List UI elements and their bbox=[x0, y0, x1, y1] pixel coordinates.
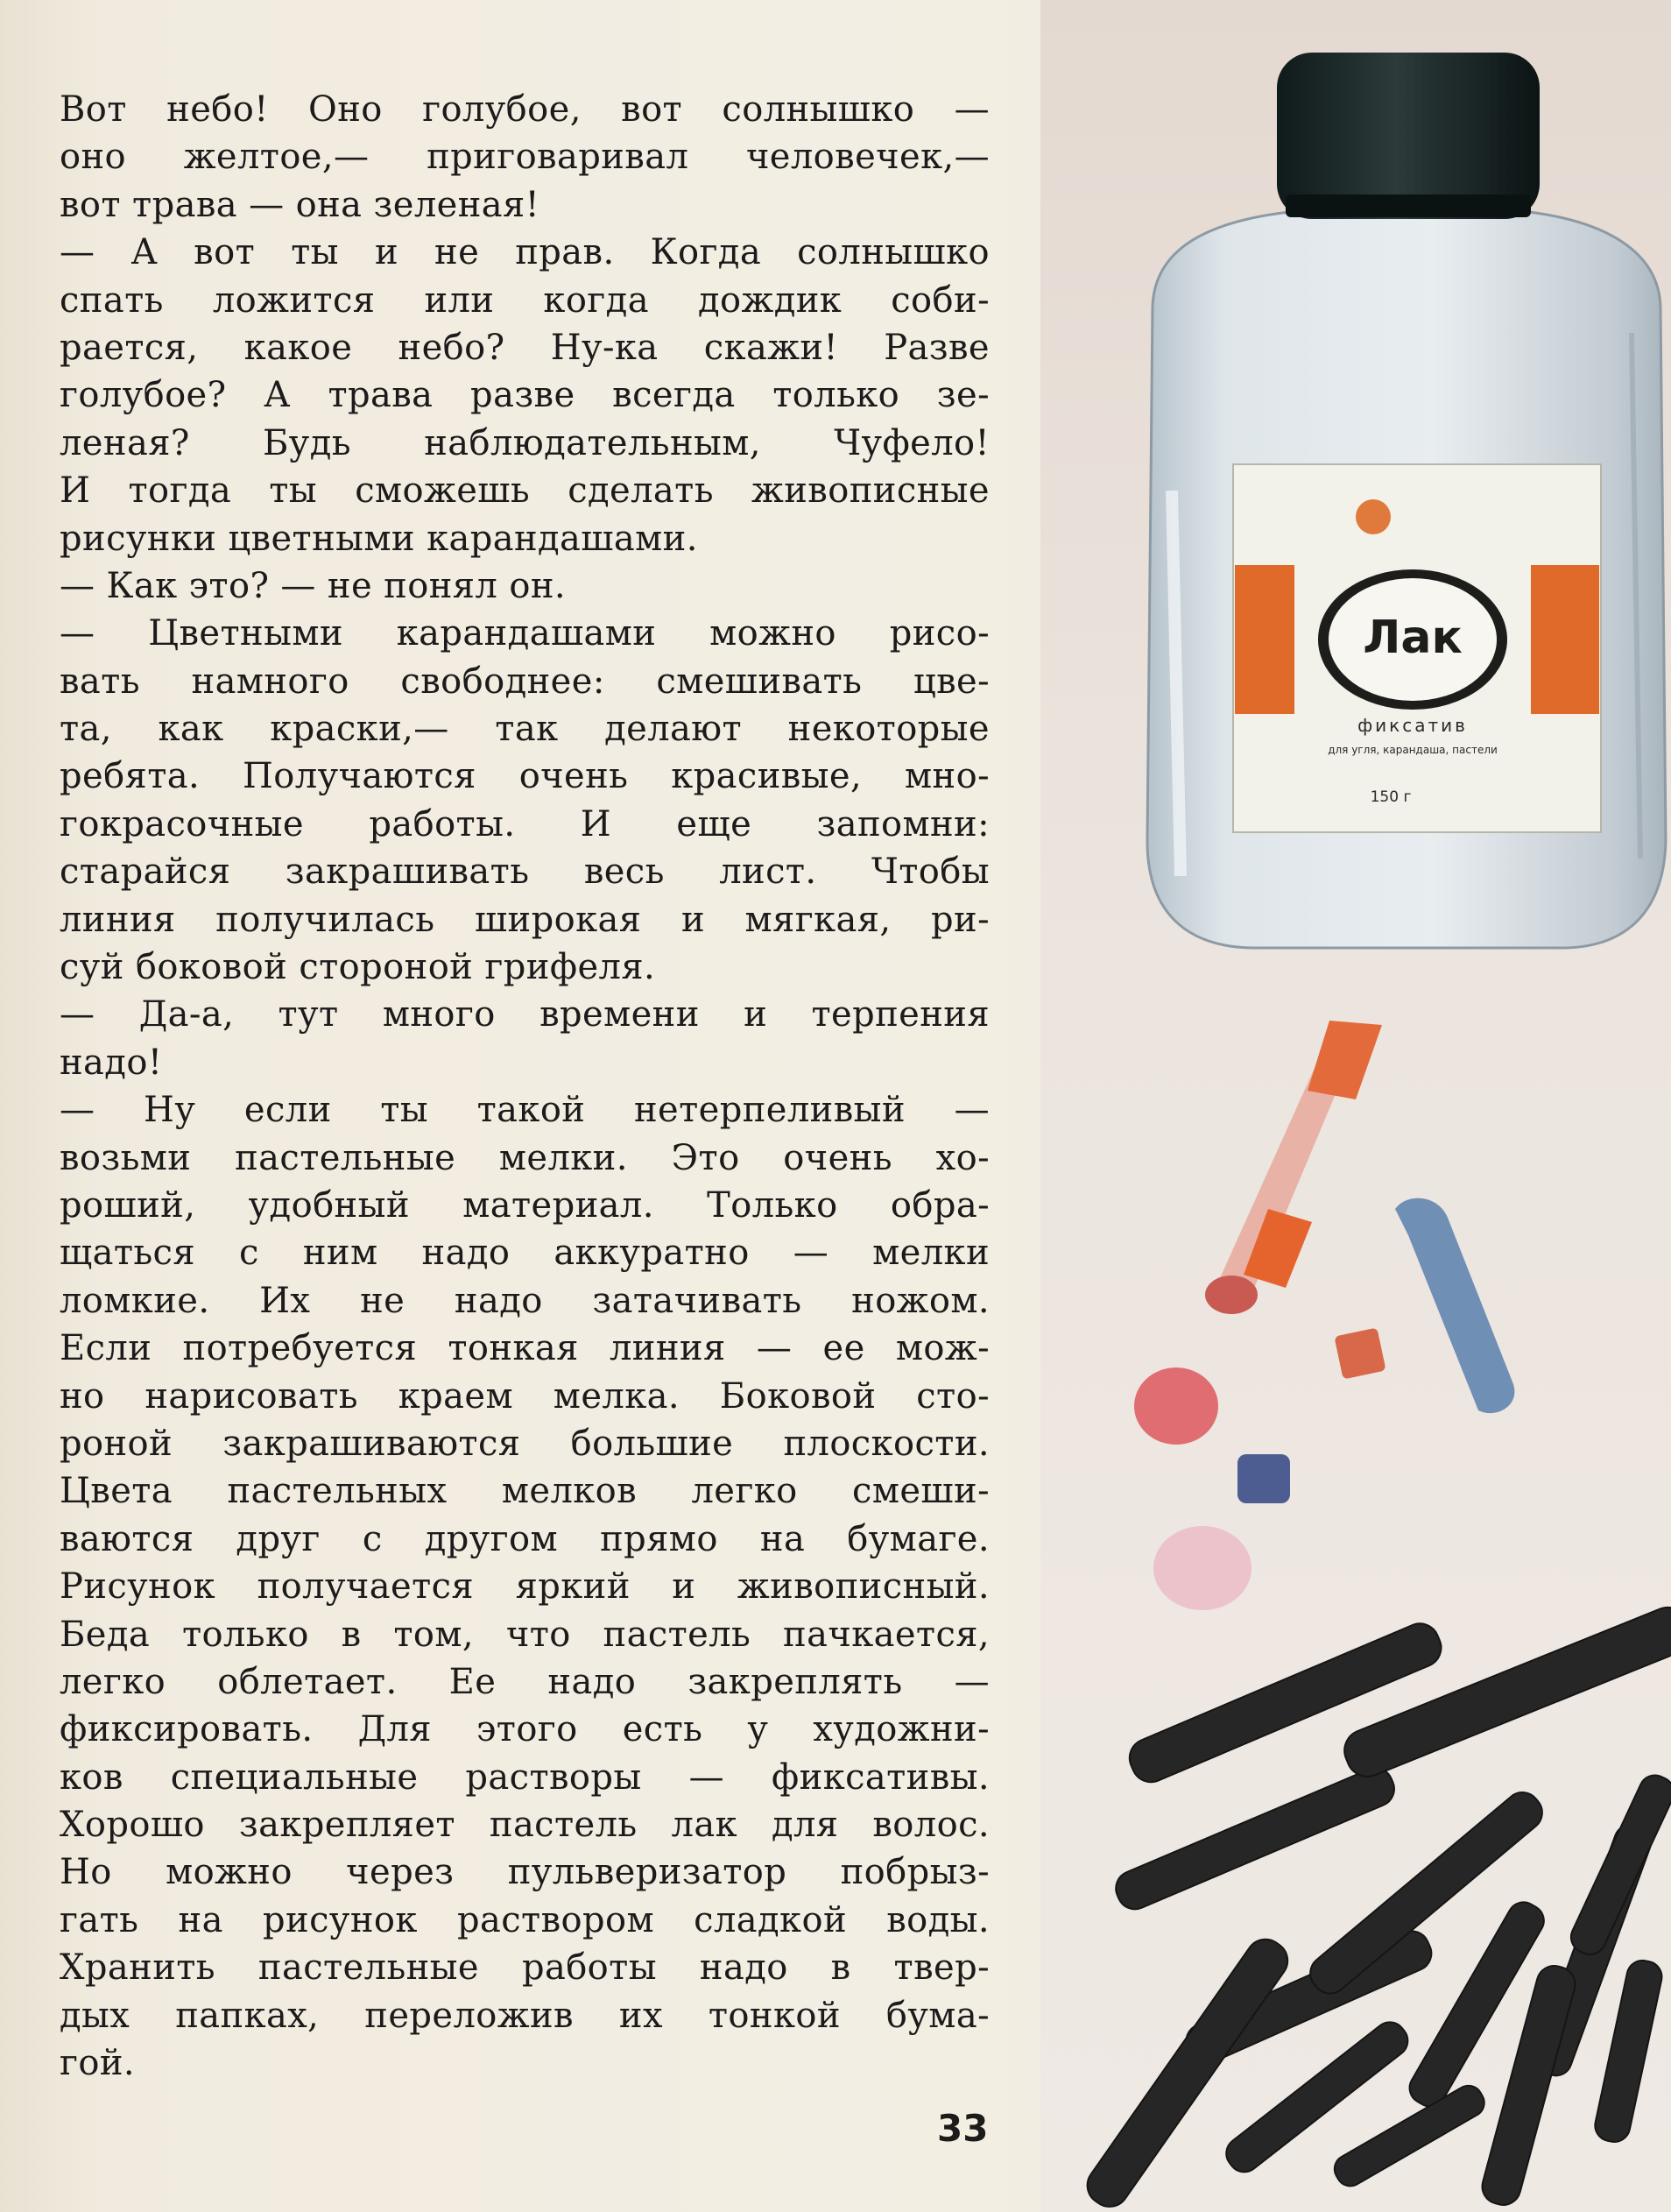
text-line: дых папках, переложив их тонкой бума- bbox=[60, 1995, 990, 2036]
text-line: щаться с ним надо аккуратно — мелки bbox=[60, 1233, 990, 1274]
text-line: И тогда ты сможешь сделать живописные bbox=[60, 470, 990, 512]
text-line: гой. bbox=[60, 2043, 136, 2084]
text-line: — Цветными карандашами можно рисо- bbox=[60, 613, 990, 654]
text-line: Беда только в том, что пастель пачкается, bbox=[60, 1614, 990, 1655]
text-line: ломкие. Их не надо затачивать ножом. bbox=[60, 1280, 990, 1321]
text-line: ков специальные растворы — фиксативы. bbox=[60, 1756, 990, 1798]
text-line: — Да-а, тут много времени и терпения bbox=[60, 994, 990, 1035]
text-line: оно желтое,— приговаривал человечек,— bbox=[60, 137, 990, 178]
text-line: старайся закрашивать весь лист. Чтобы bbox=[60, 852, 990, 893]
text-line: роной закрашиваются большие плоскости. bbox=[60, 1423, 990, 1464]
text-line: Но можно через пульверизатор побрыз- bbox=[60, 1852, 990, 1893]
text-line: леная? Будь наблюдательным, Чуфело! bbox=[60, 422, 990, 463]
text-line: линия получилась широкая и мягкая, ри- bbox=[60, 899, 990, 940]
label-brand: Лак bbox=[1363, 611, 1463, 664]
text-line: та, как краски,— так делают некоторые bbox=[60, 709, 990, 750]
text-line: — А вот ты и не прав. Когда солнышко bbox=[60, 232, 990, 273]
text-line: ребята. Получаются очень красивые, мно- bbox=[60, 756, 990, 797]
pastel-piece bbox=[1153, 1526, 1251, 1610]
photo-pastel-materials bbox=[1040, 0, 1671, 2212]
page-number: 33 bbox=[937, 2107, 989, 2150]
text-line: спать ложится или когда дождик соби- bbox=[60, 279, 990, 321]
text-line: голубое? А трава разве всегда только зе- bbox=[60, 375, 990, 416]
text-line: надо! bbox=[60, 1042, 163, 1083]
text-line: Если потребуется тонкая линия — ее мож- bbox=[60, 1328, 990, 1369]
text-line: но нарисовать краем мелка. Боковой сто- bbox=[60, 1375, 990, 1417]
text-line: фиксировать. Для этого есть у художни- bbox=[60, 1709, 990, 1750]
label-volume: 150 г bbox=[1370, 788, 1412, 806]
text-line: Вот небо! Оно голубое, вот солнышко — bbox=[60, 89, 990, 130]
text-line: ваются друг с другом прямо на бумаге. bbox=[60, 1518, 990, 1559]
label-usage: для угля, карандаша, пастели bbox=[1328, 744, 1498, 756]
pastel-piece bbox=[1134, 1367, 1218, 1445]
label-subtitle: фиксатив bbox=[1357, 715, 1468, 736]
logo-icon bbox=[1356, 499, 1391, 534]
bottle-cap bbox=[1277, 53, 1540, 219]
text-line: гать на рисунок раствором сладкой воды. bbox=[60, 1899, 990, 1940]
text-line: — Как это? — не понял он. bbox=[60, 565, 566, 606]
text-line: гокрасочные работы. И еще запомни: bbox=[60, 803, 990, 845]
text-line: — Ну если ты такой нетерпеливый — bbox=[60, 1090, 990, 1131]
pastel-piece bbox=[1334, 1327, 1385, 1379]
text-line: Хранить пастельные работы надо в твер- bbox=[60, 1947, 990, 1989]
text-line: Хорошо закрепляет пастель лак для волос. bbox=[60, 1805, 990, 1846]
text-line: Рисунок получается яркий и живописный. bbox=[60, 1566, 990, 1608]
text-line: роший, удобный материал. Только обра- bbox=[60, 1184, 990, 1226]
text-line: рисунки цветными карандашами. bbox=[60, 518, 698, 559]
body-text bbox=[60, 86, 990, 2087]
text-line: вот трава — она зеленая! bbox=[60, 184, 540, 225]
bottle-label bbox=[1233, 464, 1601, 832]
text-line: возьми пастельные мелки. Это очень хо- bbox=[60, 1137, 990, 1178]
text-line: суй боковой стороной грифеля. bbox=[60, 947, 656, 988]
text-line: легко облетает. Ее надо закреплять — bbox=[60, 1661, 990, 1702]
text-line: вать намного свободнее: смешивать цве- bbox=[60, 661, 990, 702]
text-line: Цвета пастельных мелков легко смеши- bbox=[60, 1471, 990, 1512]
text-line: рается, какое небо? Ну-ка скажи! Разве bbox=[60, 327, 990, 368]
pastel-piece bbox=[1237, 1454, 1290, 1503]
